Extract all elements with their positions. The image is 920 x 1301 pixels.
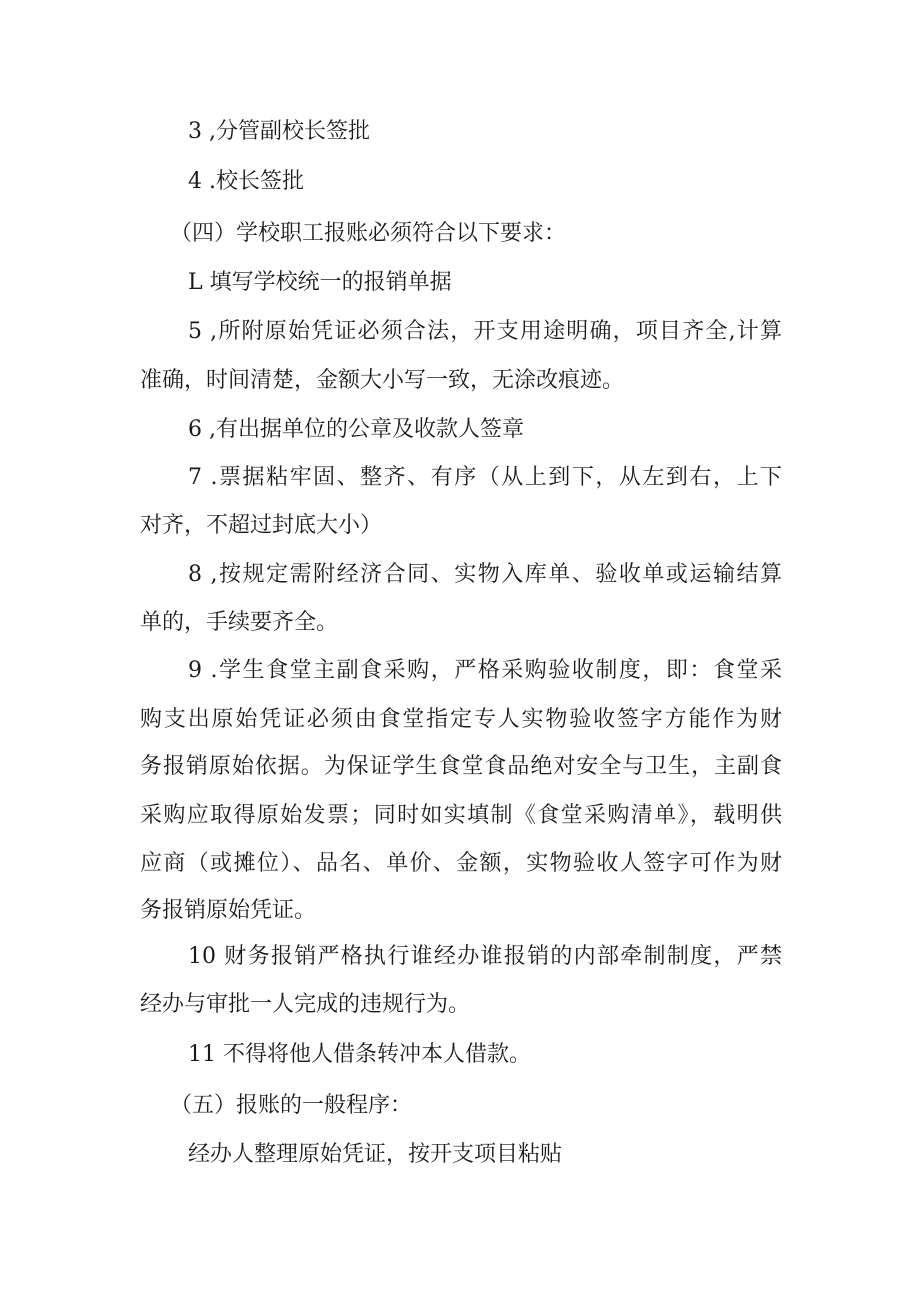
item-9-line-1: 9 .学生食堂主副食采购，严格采购验收制度，即：食堂采: [188, 658, 782, 683]
item-9-line-3: 务报销原始依据。为保证学生食堂食品绝对安全与卫生，主副食: [140, 754, 782, 779]
item-11-line: 11 不得将他人借条转冲本人借款。: [188, 1042, 531, 1067]
section-4-heading: （四）学校职工报账必须符合以下要求：: [170, 221, 567, 246]
item-7-line-2: 对齐，不超过封底大小）: [140, 513, 383, 538]
item-3-line: 3 ,分管副校长签批: [188, 119, 370, 144]
item-9-line-2: 购支出原始凭证必须由食堂指定专人实物验收签字方能作为财: [140, 707, 782, 732]
item-10-line-1: 10 财务报销严格执行谁经办谁报销的内部牵制制度，严禁: [188, 944, 782, 969]
item-7-line-1: 7 .票据粘牢固、整齐、有序（从上到下，从左到右，上下: [188, 465, 782, 490]
item-8-line-1: 8 ,按规定需附经济合同、实物入库单、验收单或运输结算: [188, 562, 782, 587]
item-5-line-2: 准确，时间清楚，金额大小写一致，无涂改痕迹。: [140, 368, 625, 393]
section-5-heading: （五）报账的一般程序：: [170, 1093, 413, 1118]
item-10-line-2: 经办与审批一人完成的违规行为。: [140, 992, 471, 1017]
item-4-line: 4 .校长签批: [188, 169, 304, 194]
item-8-line-2: 单的，手续要齐全。: [140, 610, 339, 635]
item-9-line-4: 采购应取得原始发票；同时如实填制《食堂采购清单》，载明供: [140, 803, 782, 828]
procedure-line: 经办人整理原始凭证，按开支项目粘贴: [188, 1142, 563, 1167]
item-9-line-6: 务报销原始凭证。: [140, 898, 317, 923]
item-1-line: L 填写学校统一的报销单据: [188, 270, 452, 295]
item-9-line-5: 应商（或摊位）、品名、单价、金额，实物验收人签字可作为财: [140, 851, 782, 876]
item-5-line-1: 5 ,所附原始凭证必须合法，开支用途明确，项目齐全,计算: [188, 319, 782, 344]
item-6-line: 6 ,有出据单位的公章及收款人签章: [188, 417, 524, 442]
